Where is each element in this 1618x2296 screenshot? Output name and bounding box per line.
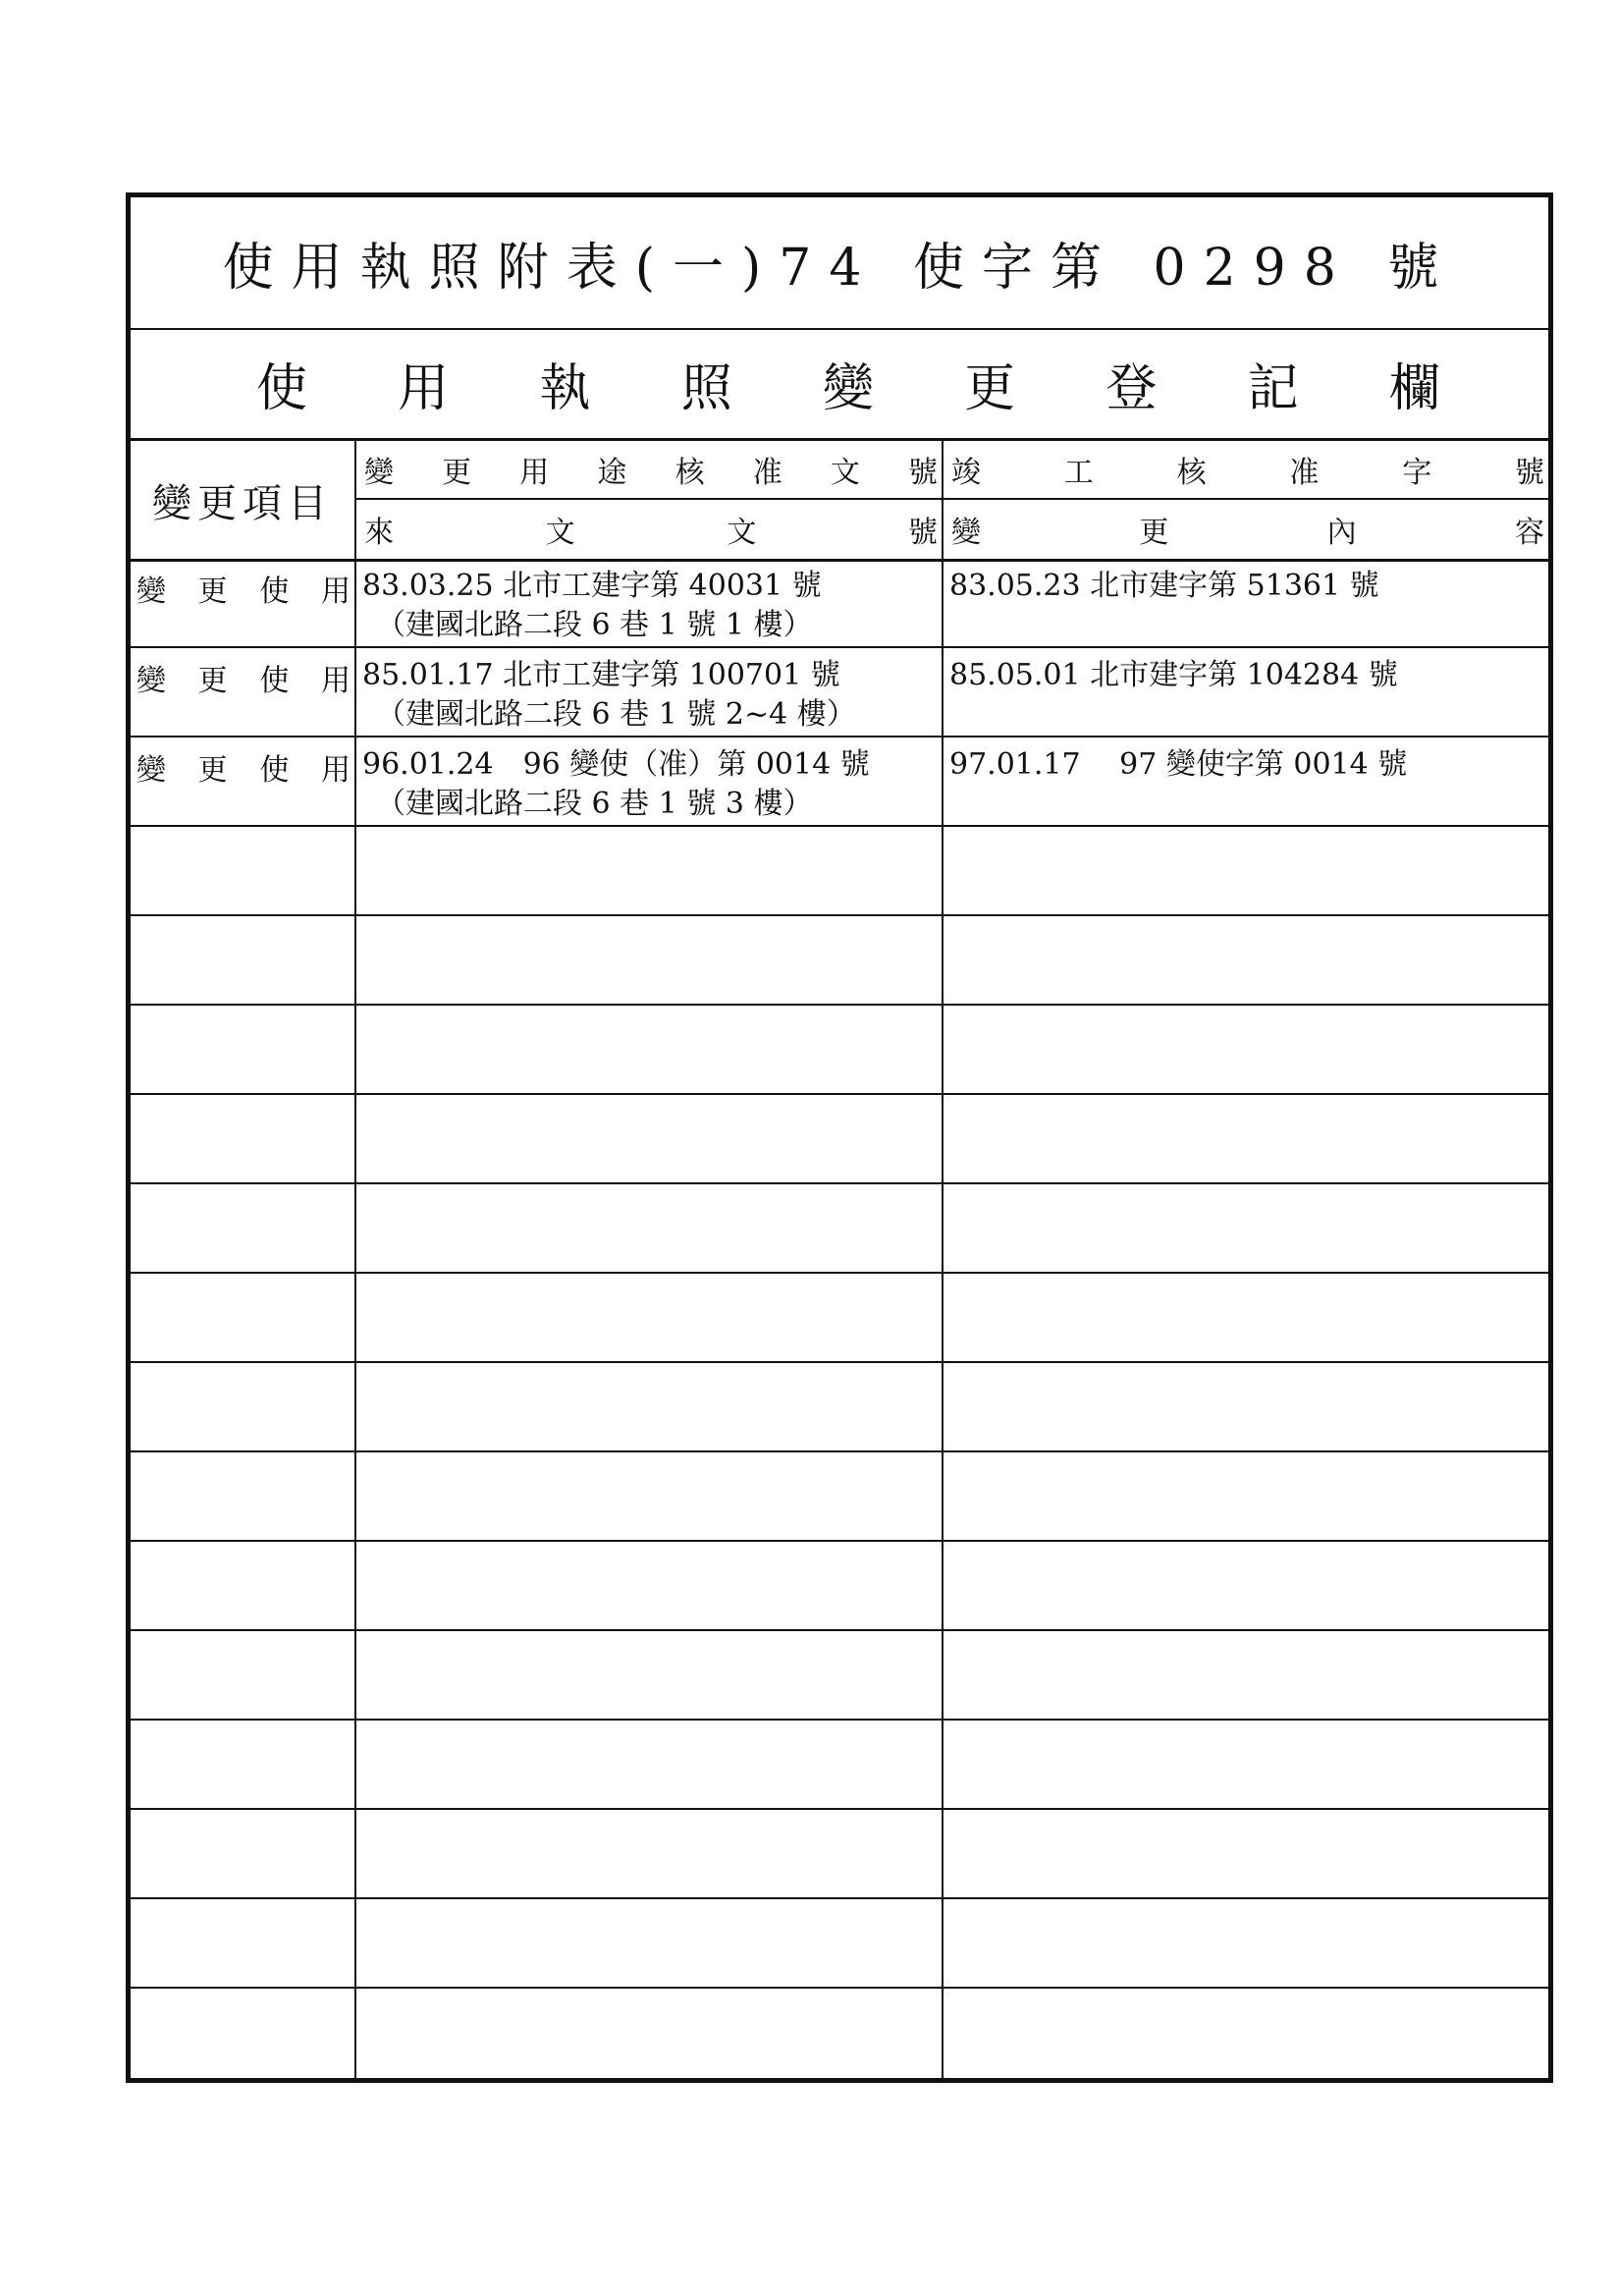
license-change-table bbox=[126, 192, 1553, 2083]
empty-table-row bbox=[131, 1542, 1548, 1631]
empty-table-row bbox=[131, 1721, 1548, 1810]
empty-table-row bbox=[131, 1989, 1548, 2078]
header-char: 文 bbox=[830, 456, 860, 490]
header-incoming-doc-no bbox=[356, 500, 944, 559]
item-char: 更 bbox=[197, 664, 228, 698]
header-char: 字 bbox=[1402, 456, 1432, 490]
item-char: 用 bbox=[320, 753, 351, 788]
table-row bbox=[131, 648, 1548, 738]
empty-cell bbox=[131, 1184, 356, 1272]
header-change-content bbox=[944, 500, 1548, 559]
empty-cell bbox=[356, 916, 944, 1004]
empty-cell bbox=[356, 1810, 944, 1897]
empty-cell bbox=[944, 1989, 1548, 2078]
empty-cell bbox=[131, 1899, 356, 1987]
empty-cell bbox=[356, 1184, 944, 1272]
header-char: 文 bbox=[727, 516, 757, 550]
item-char: 使 bbox=[259, 574, 290, 609]
empty-table-row bbox=[131, 1631, 1548, 1721]
empty-cell bbox=[944, 1631, 1548, 1719]
header-char: 途 bbox=[597, 456, 627, 490]
header-char: 核 bbox=[674, 456, 705, 490]
empty-cell bbox=[944, 1184, 1548, 1272]
empty-table-row bbox=[131, 1452, 1548, 1542]
empty-cell bbox=[944, 1363, 1548, 1450]
row-doc-number: 83.03.25 北市工建字第 40031 號 bbox=[362, 569, 822, 603]
row-completion-cell bbox=[944, 648, 1548, 736]
item-char: 用 bbox=[320, 574, 351, 609]
empty-cell bbox=[356, 1006, 944, 1093]
table-header bbox=[131, 441, 1548, 562]
empty-cell bbox=[131, 1810, 356, 1897]
title-char: 照 bbox=[428, 239, 498, 298]
table-body bbox=[131, 559, 1548, 2078]
empty-cell bbox=[356, 1721, 944, 1808]
item-char: 使 bbox=[259, 664, 290, 698]
item-char: 使 bbox=[259, 753, 290, 788]
empty-cell bbox=[356, 827, 944, 914]
header-char: 號 bbox=[907, 456, 938, 490]
empty-cell bbox=[944, 827, 1548, 914]
title-char: 附 bbox=[497, 239, 566, 298]
item-char: 變 bbox=[136, 574, 166, 609]
row-completion-number: 97.01.17 97 變使字第 0014 號 bbox=[949, 747, 1408, 782]
row-doc-number: 85.01.17 北市工建字第 100701 號 bbox=[362, 658, 840, 692]
item-char: 變 bbox=[136, 753, 166, 788]
empty-table-row bbox=[131, 1363, 1548, 1452]
subtitle-char: 照 bbox=[680, 358, 732, 418]
row-completion-cell bbox=[944, 738, 1548, 825]
row-change-item bbox=[131, 738, 356, 825]
title-char: 執 bbox=[359, 239, 429, 298]
header-char: 變 bbox=[951, 516, 981, 550]
header-char: 用 bbox=[519, 456, 550, 490]
header-completion-approval-no bbox=[944, 441, 1548, 500]
header-char: 更 bbox=[442, 456, 472, 490]
empty-cell bbox=[356, 1631, 944, 1719]
header-char: 竣 bbox=[951, 456, 981, 490]
title-char: (一) bbox=[634, 239, 780, 298]
table-row bbox=[131, 738, 1548, 827]
header-change-item: 變更項目 bbox=[131, 441, 356, 559]
header-char: 號 bbox=[1514, 456, 1544, 490]
empty-cell bbox=[944, 916, 1548, 1004]
empty-cell bbox=[944, 1810, 1548, 1897]
empty-cell bbox=[131, 1452, 356, 1540]
empty-cell bbox=[131, 1006, 356, 1093]
subtitle-char: 變 bbox=[822, 358, 874, 418]
subtitle-char: 欄 bbox=[1388, 358, 1440, 418]
item-char: 更 bbox=[197, 574, 228, 609]
header-char: 准 bbox=[752, 456, 782, 490]
header-approval-doc-no bbox=[356, 441, 944, 500]
empty-cell bbox=[131, 916, 356, 1004]
empty-table-row bbox=[131, 1899, 1548, 1989]
subtitle-char: 登 bbox=[1106, 358, 1158, 418]
header-char: 更 bbox=[1139, 516, 1169, 550]
item-char: 更 bbox=[197, 753, 228, 788]
header-char: 工 bbox=[1063, 456, 1094, 490]
header-char: 核 bbox=[1176, 456, 1207, 490]
item-char: 用 bbox=[320, 664, 351, 698]
empty-table-row bbox=[131, 1095, 1548, 1184]
empty-table-row bbox=[131, 1184, 1548, 1274]
subtitle-char: 使 bbox=[256, 358, 308, 418]
row-completion-cell bbox=[944, 559, 1548, 646]
empty-table-row bbox=[131, 827, 1548, 916]
empty-cell bbox=[944, 1542, 1548, 1629]
subtitle-char: 用 bbox=[398, 358, 450, 418]
title-char: 使 bbox=[222, 239, 292, 298]
header-char: 內 bbox=[1326, 516, 1357, 550]
row-address: （建國北路二段 6 巷 1 號 1 樓） bbox=[376, 608, 813, 642]
row-doc-cell bbox=[356, 648, 944, 736]
empty-cell bbox=[944, 1452, 1548, 1540]
row-doc-number: 96.01.24 96 變使（准）第 0014 號 bbox=[362, 747, 870, 782]
row-doc-cell bbox=[356, 559, 944, 646]
empty-cell bbox=[131, 1274, 356, 1361]
empty-cell bbox=[356, 1274, 944, 1361]
table-row bbox=[131, 559, 1548, 648]
header-char: 變 bbox=[364, 456, 394, 490]
empty-cell bbox=[944, 1095, 1548, 1182]
empty-cell bbox=[131, 1989, 356, 2078]
row-address: （建國北路二段 6 巷 1 號 2~4 樓） bbox=[376, 697, 856, 732]
title-license-number: 74 使字第 0298 號 bbox=[779, 239, 1457, 298]
empty-table-row bbox=[131, 1274, 1548, 1363]
title-char: 用 bbox=[291, 239, 360, 298]
empty-cell bbox=[131, 1095, 356, 1182]
row-address: （建國北路二段 6 巷 1 號 3 樓） bbox=[376, 787, 813, 821]
subtitle-char: 更 bbox=[964, 358, 1016, 418]
subtitle-char: 執 bbox=[539, 358, 591, 418]
empty-cell bbox=[944, 1274, 1548, 1361]
empty-cell bbox=[356, 1989, 944, 2078]
empty-cell bbox=[131, 1631, 356, 1719]
empty-cell bbox=[131, 1542, 356, 1629]
empty-cell bbox=[944, 1721, 1548, 1808]
empty-table-row bbox=[131, 1006, 1548, 1095]
empty-table-row bbox=[131, 1810, 1548, 1899]
row-change-item bbox=[131, 648, 356, 736]
row-change-item bbox=[131, 559, 356, 646]
empty-cell bbox=[356, 1363, 944, 1450]
header-char: 文 bbox=[545, 516, 575, 550]
empty-cell bbox=[356, 1452, 944, 1540]
empty-cell bbox=[944, 1899, 1548, 1987]
row-doc-cell bbox=[356, 738, 944, 825]
empty-table-row bbox=[131, 916, 1548, 1006]
row-completion-number: 83.05.23 北市建字第 51361 號 bbox=[949, 569, 1379, 603]
document-title bbox=[131, 197, 1548, 330]
title-char: 表 bbox=[566, 239, 635, 298]
row-completion-number: 85.05.01 北市建字第 104284 號 bbox=[949, 658, 1398, 692]
empty-cell bbox=[131, 1721, 356, 1808]
empty-cell bbox=[356, 1899, 944, 1987]
header-char: 准 bbox=[1289, 456, 1320, 490]
empty-cell bbox=[356, 1095, 944, 1182]
empty-cell bbox=[356, 1542, 944, 1629]
header-char: 容 bbox=[1514, 516, 1544, 550]
empty-cell bbox=[131, 1363, 356, 1450]
subtitle-char: 記 bbox=[1247, 358, 1299, 418]
empty-cell bbox=[944, 1006, 1548, 1093]
item-char: 變 bbox=[136, 664, 166, 698]
header-char: 號 bbox=[907, 516, 938, 550]
header-char: 來 bbox=[364, 516, 394, 550]
section-title bbox=[131, 328, 1548, 441]
empty-cell bbox=[131, 827, 356, 914]
